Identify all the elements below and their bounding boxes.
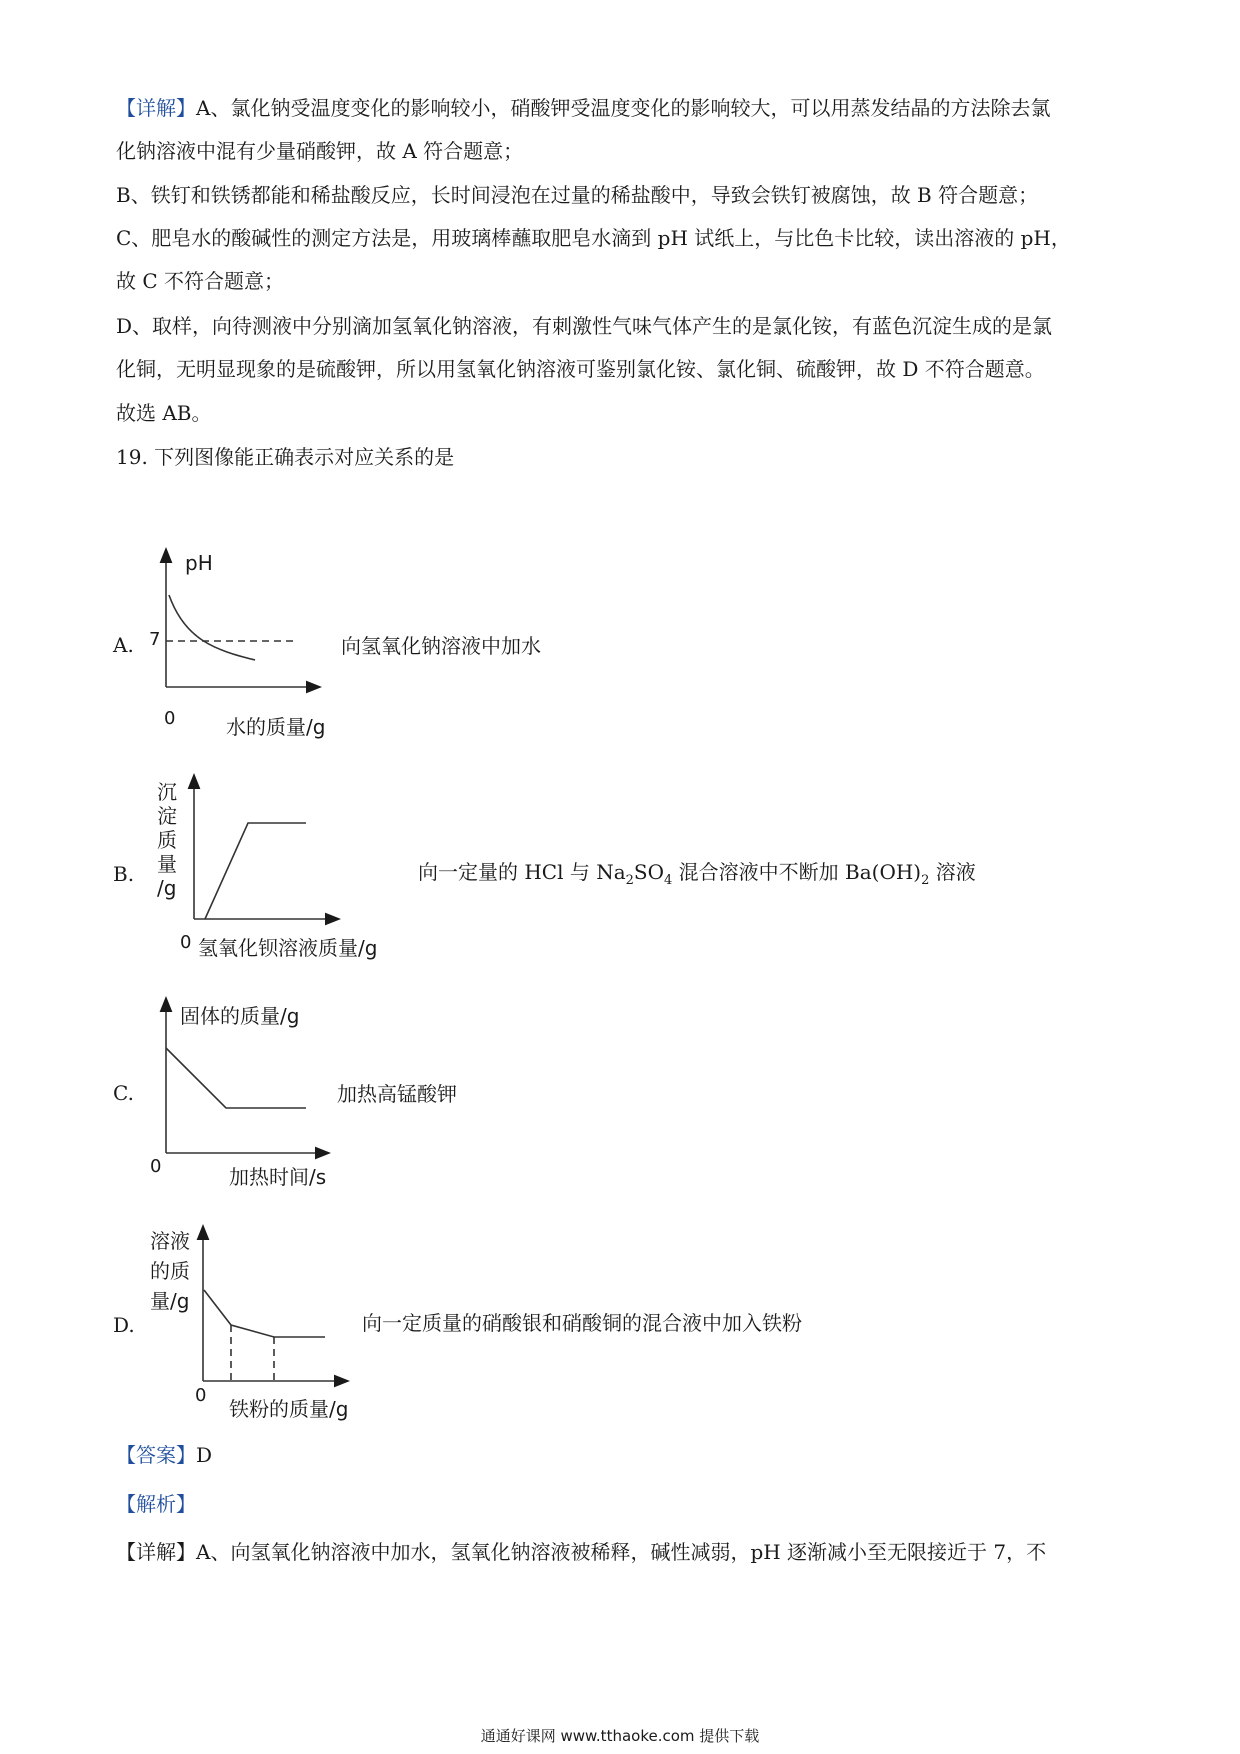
- detail-2-tag: 【详解】: [116, 1540, 196, 1564]
- detail-paragraph-a-cont: 化钠溶液中混有少量硝酸钾，故 A 符合题意；: [116, 139, 524, 163]
- graph-a-x-label: 水的质量/g: [226, 715, 326, 739]
- graph-d: [203, 1232, 342, 1381]
- graph-b: [194, 781, 333, 919]
- conclusion: 故选 AB。: [116, 401, 212, 425]
- footer: 通通好课网 www.tthaoke.com 提供下载: [480, 1727, 760, 1745]
- detail-paragraph-c-cont: 故 C 不符合题意；: [116, 269, 285, 293]
- graph-b-curve: [205, 823, 306, 919]
- analysis: [116, 1490, 196, 1518]
- graph-d-origin: 0: [195, 1385, 207, 1406]
- option-a-letter: A.: [113, 633, 134, 657]
- option-b-letter: B.: [113, 862, 135, 886]
- graph-d-x-label: 铁粉的质量/g: [229, 1397, 349, 1421]
- option-d-desc: 向一定质量的硝酸银和硝酸铜的混合液中加入铁粉: [362, 1311, 802, 1335]
- answer: [116, 1441, 212, 1469]
- graph-c-x-label: 加热时间/s: [229, 1165, 327, 1189]
- graph-a-curve: [169, 595, 255, 660]
- detail-paragraph-b: B、铁钉和铁锈都能和稀盐酸反应，长时间浸泡在过量的稀盐酸中，导致会铁钉被腐蚀，故 B 符合题意；: [116, 183, 1039, 207]
- option-b-desc: 向一定量的 HCl 与 $Na_2SO_4$ 混合溶液中不断加 $Ba(OH)_2$ 溶液: [418, 860, 976, 888]
- option-a-desc: 向氢氧化钠溶液中加水: [341, 634, 541, 658]
- graph-a-origin: 0: [164, 708, 176, 729]
- detail-2: [116, 1538, 1046, 1566]
- graph-d-curve: [204, 1290, 325, 1337]
- analysis-tag: 【解析】: [116, 1492, 196, 1516]
- question-stem: 19. 下列图像能正确表示对应关系的是: [116, 445, 455, 469]
- detail-paragraph-d-cont: 化铜，无明显现象的是硫酸钾，所以用氢氧化钠溶液可鉴别氯化铵、氯化铜、硫酸钾，故 D 不符合题意。: [116, 357, 1045, 381]
- detail-paragraph-c: C、肥皂水的酸碱性的测定方法是，用玻璃棒蘸取肥皂水滴到 pH 试纸上，与比色卡比较，读出溶液的 pH，: [116, 226, 1071, 250]
- detail-2-text: A、向氢氧化钠溶液中加水，氢氧化钠溶液被稀释，碱性减弱，pH 逐渐减小至无限接近于 7，不: [196, 1540, 1047, 1564]
- graph-c-curve: [166, 1048, 306, 1108]
- graph-a-y-label: pH: [185, 551, 213, 575]
- graph-c-origin: 0: [150, 1156, 162, 1177]
- option-c-letter: C.: [113, 1081, 134, 1105]
- detail-text: A、氯化钠受温度变化的影响较小，硝酸钾受温度变化的影响较大，可以用蒸发结晶的方法除去氯: [196, 96, 1051, 120]
- answer-tag: 【答案】: [116, 1443, 196, 1467]
- graph-b-y-label: 沉 淀 质 量 /g: [157, 780, 177, 900]
- graph-b-origin: 0: [180, 932, 192, 953]
- detail-paragraph-d: D、取样，向待测液中分别滴加氢氧化钠溶液，有刺激性气味气体产生的是氯化铵，有蓝色沉淀生成的是氯: [116, 314, 1053, 338]
- option-d-letter: D.: [113, 1313, 135, 1337]
- graph-a-ref-label: 7: [149, 629, 161, 650]
- graph-b-x-label: 氢氧化钡溶液质量/g: [198, 936, 378, 960]
- detail-tag: 【详解】: [116, 96, 196, 120]
- option-c-desc: 加热高锰酸钾: [337, 1082, 457, 1106]
- graph-c-y-label: 固体的质量/g: [180, 1004, 300, 1028]
- answer-value: D: [196, 1443, 213, 1467]
- graph-d-y-label: 溶液 的质 量/g: [150, 1229, 190, 1313]
